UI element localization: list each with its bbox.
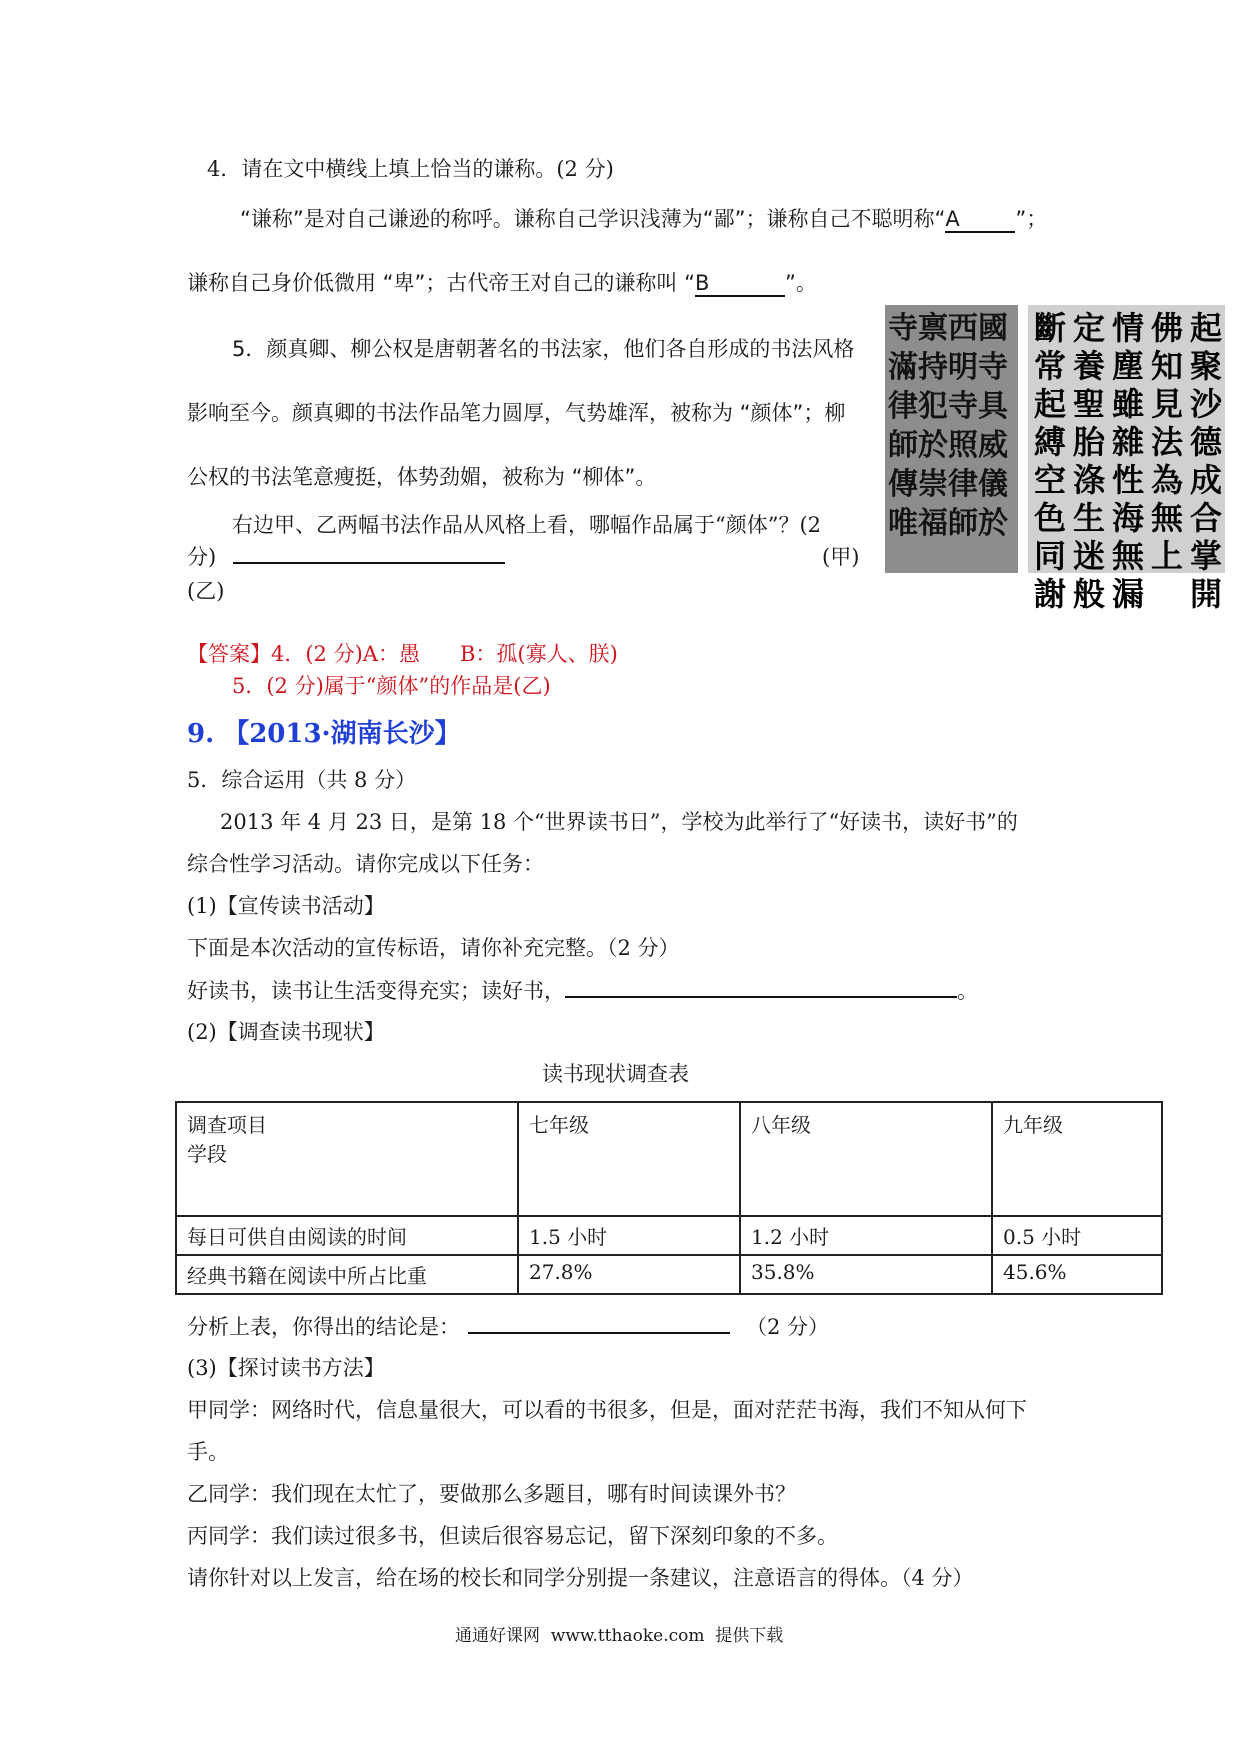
answer-tag: 【答案】 <box>187 642 271 666</box>
q5-label-jia: (甲) <box>822 545 860 569</box>
task1-slogan-blank[interactable] <box>565 974 957 998</box>
table-header-corner <box>176 1102 518 1216</box>
q5-line2: 影响至今。颜真卿的书法作品笔力圆厚，气势雄浑，被称为 “颜体”；柳 <box>187 401 846 425</box>
table-cell: 1.2 小时 <box>740 1216 992 1255</box>
table-cell: 27.8% <box>518 1255 740 1294</box>
calligraphy-yi-col-1: 起聚沙德成合掌開 <box>1189 309 1222 613</box>
calligraphy-jia-col-3: 禀持犯於崇福 <box>918 311 948 541</box>
task1-slogan-line <box>187 974 978 1005</box>
table-cell: 1.5 小时 <box>518 1216 740 1255</box>
calligraphy-yi-col-2: 佛知見法為無上 <box>1150 309 1183 575</box>
task1-desc: 下面是本次活动的宣传标语，请你补充完整。（2 分） <box>187 936 680 960</box>
table-header-item: 调查项目 <box>187 1113 267 1137</box>
answer-line-1 <box>187 638 618 668</box>
q4-prompt: 4．请在文中横线上填上恰当的谦称。(2 分) <box>207 157 614 181</box>
section-intro-2: 综合性学习活动。请你完成以下任务： <box>187 852 544 876</box>
page-footer: 通通好课网 www.tthaoke.com 提供下载 <box>455 1626 784 1646</box>
table-row-label: 经典书籍在阅读中所占比重 <box>176 1255 518 1294</box>
survey-table <box>175 1101 1163 1295</box>
table-row <box>176 1216 1162 1255</box>
table-header-stage: 学段 <box>187 1142 227 1166</box>
final-instruction: 请你针对以上发言，给在场的校长和同学分别提一条建议，注意语言的得体。（4 分） <box>187 1566 974 1590</box>
q4-blank-a[interactable]: A <box>945 207 1015 233</box>
bing-statement: 丙同学：我们读过很多书，但读后很容易忘记，留下深刻印象的不多。 <box>187 1524 838 1548</box>
analysis-line <box>187 1310 829 1341</box>
q5-label-yi: (乙) <box>187 579 225 603</box>
table-cell: 0.5 小时 <box>992 1216 1162 1255</box>
calligraphy-jia-col-2: 西明寺照律師 <box>948 311 978 541</box>
q5-question: 右边甲、乙两幅书法作品从风格上看，哪幅作品属于“颜体”？(2 <box>232 513 822 537</box>
q4-line1 <box>240 203 1047 233</box>
answer-q5: 5．(2 分)属于“颜体”的作品是(乙) <box>232 674 551 698</box>
table-header-grade-7: 七年级 <box>518 1102 740 1216</box>
yi-statement: 乙同学：我们现在太忙了，要做那么多题目，哪有时间读课外书？ <box>187 1482 796 1506</box>
q4-line1-start: “谦称”是对自己谦逊的称呼。谦称自己学识浅薄为“鄙”；谦称自己不聪明称“ <box>240 207 946 231</box>
table-cell: 35.8% <box>740 1255 992 1294</box>
table-title: 读书现状调查表 <box>542 1062 689 1086</box>
q5-question-cont <box>187 541 505 571</box>
q5-question-fen: 分) <box>187 545 217 569</box>
table-cell: 45.6% <box>992 1255 1162 1294</box>
jia-statement-1: 甲同学：网络时代，信息量很大，可以看的书很多，但是，面对茫茫书海，我们不知从何下 <box>187 1398 1027 1422</box>
task1-slogan: 好读书，读书让生活变得充实；读好书， <box>187 979 565 1003</box>
analysis-prompt: 分析上表，你得出的结论是： <box>187 1315 460 1339</box>
task1-title: (1)【宣传读书活动】 <box>187 894 385 918</box>
answer-q4: 4．(2 分)A：愚 B：孤(寡人、朕) <box>271 642 618 666</box>
q4-line2-end: ”。 <box>785 271 817 295</box>
q4-blank-b[interactable]: B <box>695 271 785 297</box>
calligraphy-jia-col-1: 國寺具威儀於 <box>978 311 1008 541</box>
q5-answer-blank[interactable] <box>233 542 505 564</box>
calligraphy-yi-col-4: 定養聖胎涤生迷般 <box>1072 309 1105 613</box>
q4-line2-start: 谦称自己身价低微用 “卑”；古代帝王对自己的谦称叫 “ <box>187 271 695 295</box>
table-header-grade-9: 九年级 <box>992 1102 1162 1216</box>
task1-slogan-end: 。 <box>957 979 978 1003</box>
task3-title: (3)【探讨读书方法】 <box>187 1356 385 1380</box>
calligraphy-jia-col-4: 寺滿律師傳唯 <box>888 311 918 541</box>
q5-line1: 5．颜真卿、柳公权是唐朝著名的书法家，他们各自形成的书法风格 <box>232 337 855 361</box>
q5-line3: 公权的书法笔意瘦挺，体势劲媚，被称为 “柳体”。 <box>187 465 657 489</box>
analysis-score: （2 分） <box>746 1315 830 1339</box>
task2-title: (2)【调查读书现状】 <box>187 1020 385 1044</box>
table-row <box>176 1255 1162 1294</box>
q4-line1-end: ”； <box>1015 207 1048 231</box>
table-row-label: 每日可供自由阅读的时间 <box>176 1216 518 1255</box>
calligraphy-jia-image <box>885 305 1018 573</box>
section-intro-1: 2013 年 4 月 23 日，是第 18 个“世界读书日”，学校为此举行了“好读书，读好书”的 <box>220 810 1018 834</box>
section-heading: 9. 【2013·湖南长沙】 <box>187 719 461 749</box>
table-header-grade-8: 八年级 <box>740 1102 992 1216</box>
analysis-blank[interactable] <box>468 1310 730 1334</box>
q4-line2 <box>187 267 817 297</box>
table-header-row <box>176 1102 1162 1216</box>
calligraphy-yi-image <box>1028 305 1225 613</box>
calligraphy-yi-col-5: 斷常起縛空色同謝 <box>1033 309 1066 613</box>
section-title: 5．综合运用（共 8 分） <box>187 768 417 792</box>
calligraphy-yi-col-3: 情塵雖雜性海無漏 <box>1111 309 1144 613</box>
jia-statement-2: 手。 <box>187 1440 229 1464</box>
